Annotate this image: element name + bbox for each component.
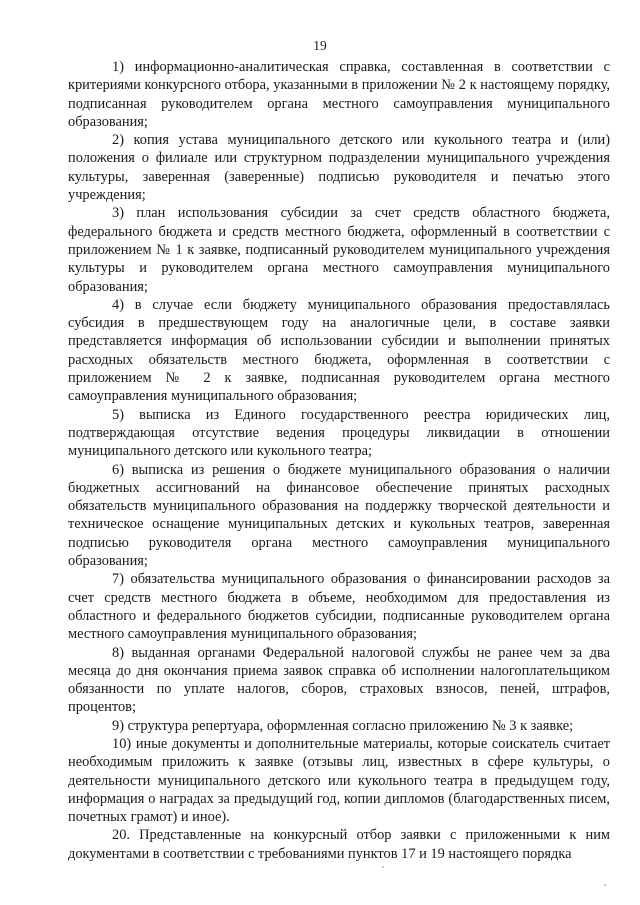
paragraph-item-1: 1) информационно-аналитическая справка, составленная в соответствии с критериями конкурсного отбора, указанными в приложении № 2 к настоящему порядку, подписанная руководителем органа местного самоуправления муниципального образования; (68, 59, 610, 130)
paragraph-item-7: 7) обязательства муниципального образования о финансировании расходов за счет средств местного бюджета в объеме, необходимом для предоставления из областного и федерального бюджетов субсидии, подписанные руководителем органа местного самоуправления муниципального образования; (68, 571, 610, 643)
paragraph-item-2: 2) копия устава муниципального детского или кукольного театра и (или) положения о филиале или структурном подразделении муниципального учреждения культуры, заверенная (заверенные) подписью руководителя и печатью этого учреждения; (68, 132, 610, 204)
scan-speck (604, 884, 606, 886)
document-body (68, 58, 610, 863)
paragraph-item-4: 4) в случае если бюджету муниципального образования предоставлялась субсидия в предшествующем году на аналогичные цели, в составе заявки представляется информация об использовании субсидии и выполнении принятых расходных обязательств местного бюджета, оформленная в соответствии с приложением № 2 к заявке, подписанная руководителем органа местного самоуправления муниципального образования; (68, 296, 610, 405)
paragraph-item-6: 6) выписка из решения о бюджете муниципального образования о наличии бюджетных ассигнований на финансовое обеспечение принятых расходных обязательств муниципального образования на поддержку творческой деятельности и техническое оснащение муниципальных детских и кукольных театров, заверенная подписью руководителя органа местного самоуправления муниципального образования; (68, 461, 610, 570)
paragraph-item-3: 3) план использования субсидии за счет средств областного бюджета, федерального бюджета и средств местного бюджета, оформленный в соответствии с приложением № 1 к заявке, подписанный руководителем муниципального учреждения культуры и руководителем органа местного самоуправления муниципального образования; (68, 205, 610, 295)
paragraph-item-5: 5) выписка из Единого государственного реестра юридических лиц, подтверждающая отсутствие ведения процедуры ликвидации в отношении муниципального детского или кукольного театра; (68, 406, 610, 460)
paragraph-item-10: 10) иные документы и дополнительные материалы, которые соискатель считает необходимым приложить к заявке (отзывы лиц, известных в сфере культуры, о деятельности муниципального детского или кукольного театра в предыдущем году, информация о наградах за предыдущий год, копии дипломов (благодарственных писем, почетных грамот) и иное). (68, 735, 610, 826)
scan-speck (382, 866, 384, 868)
paragraph-item-8: 8) выданная органами Федеральной налоговой службы не ранее чем за два месяца до дня окончания приема заявок справка об исполнении налогоплательщиком обязанности по уплате налогов, сборов, страховых взносов, пеней, штрафов, процентов; (68, 644, 610, 716)
paragraph-section-20: 20. Представленные на конкурсный отбор заявки с приложенными к ним документами в соответствии с требованиями пунктов 17 и 19 настоящего порядка (68, 827, 610, 862)
page-number: 19 (313, 38, 327, 53)
paragraph-item-9: 9) структура репертуара, оформленная согласно приложению № 3 к заявке; (112, 717, 574, 734)
